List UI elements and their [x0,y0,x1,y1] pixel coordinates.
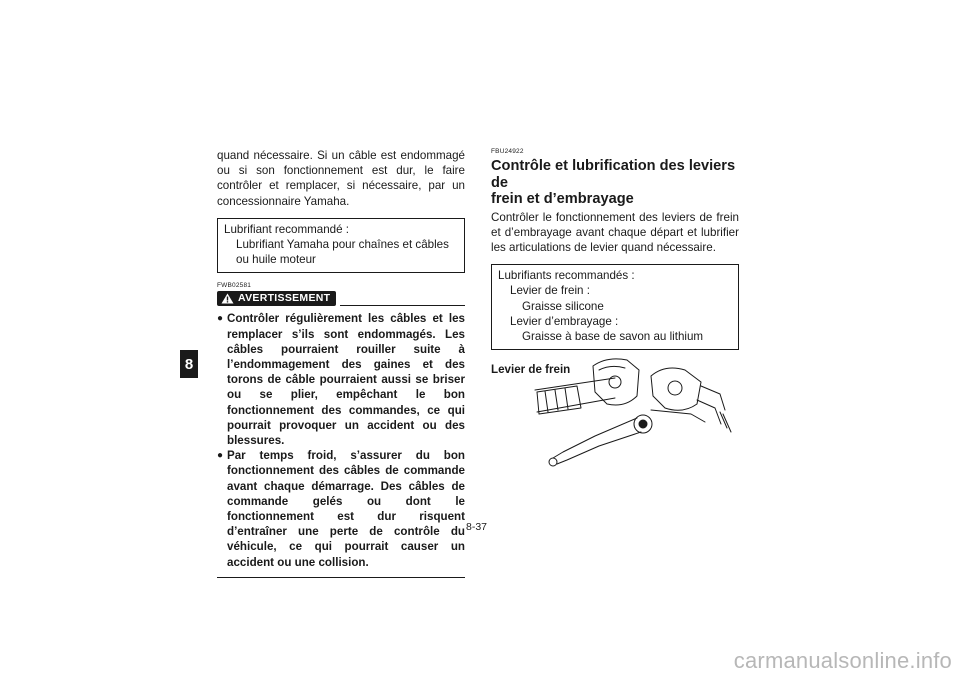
lubricants-box-line: Levier d’embrayage : [510,314,619,328]
warning-header [217,291,465,306]
list-item [217,448,465,570]
warning-code: FWB02581 [217,282,252,290]
bullet-text: Par temps froid, s’assurer du bon fonctionnement des câbles de commande avant chaque démarrage. Des câbles de commande gelés ou dont le fonctionnement est dur risquent d’entraîner une perte de contrôle du véhicule, ce qui pourrait causer un accident ou une collision. [227,449,465,569]
left-column [217,148,465,578]
brake-lever-subheading: Levier de frein [491,363,571,377]
warning-label: AVERTISSEMENT [238,292,331,305]
warning-bullets [217,311,465,569]
lubricant-box [217,218,465,274]
list-item [217,311,465,448]
section-heading [491,158,739,208]
chapter-tab: 8 [180,350,198,378]
lubricant-box-title: Lubrifiant recommandé : [224,222,350,236]
brake-lever-illustration [515,352,735,470]
section-heading-line: Contrôle et lubrification des leviers de [491,158,736,191]
warning-end-rule [217,577,465,578]
bullet-text: Contrôler régulièrement les câbles et les remplacer s’ils sont endommagés. Les câbles pourraient rouiller suite à l’endommagement des gaines et des torons de câble pourraient aussi se briser ou se plier, empêchant le bon fonctionnement des commandes, ce qui pourrait provoquer un accident ou des blessures. [227,312,465,448]
warning-triangle-icon [221,293,234,304]
lubricant-box-line: ou huile moteur [236,253,316,267]
lubricants-box-line: Levier de frein : [510,284,590,298]
warning-badge [217,291,336,306]
bullet-icon: ● [217,450,224,462]
section-code: FBU24922 [491,148,524,155]
page-number: 8-37 [466,521,488,533]
warning-rule [340,305,465,306]
lubricants-box-title: Lubrifiants recommandés : [498,269,635,283]
lubricants-box-line: Graisse silicone [522,299,604,313]
section-heading-line: frein et d’embrayage [491,191,634,207]
right-column [491,148,739,377]
bullet-icon: ● [217,313,224,325]
watermark: carmanualsonline.info [733,648,952,673]
lubricants-box [491,264,739,350]
right-intro-paragraph: Contrôler le fonctionnement des leviers de frein et d’embrayage avant chaque départ et lubrifier les articulations de levier quand nécessaire. [491,210,739,254]
lubricants-box-line: Graisse à base de savon au lithium [522,329,704,343]
lubricant-box-line: Lubrifiant Yamaha pour chaînes et câbles [236,238,449,252]
left-intro-paragraph: quand nécessaire. Si un câble est endommagé ou si son fonctionnement est dur, le faire contrôler et remplacer, si nécessaire, par un concessionnaire Yamaha. [217,149,465,208]
